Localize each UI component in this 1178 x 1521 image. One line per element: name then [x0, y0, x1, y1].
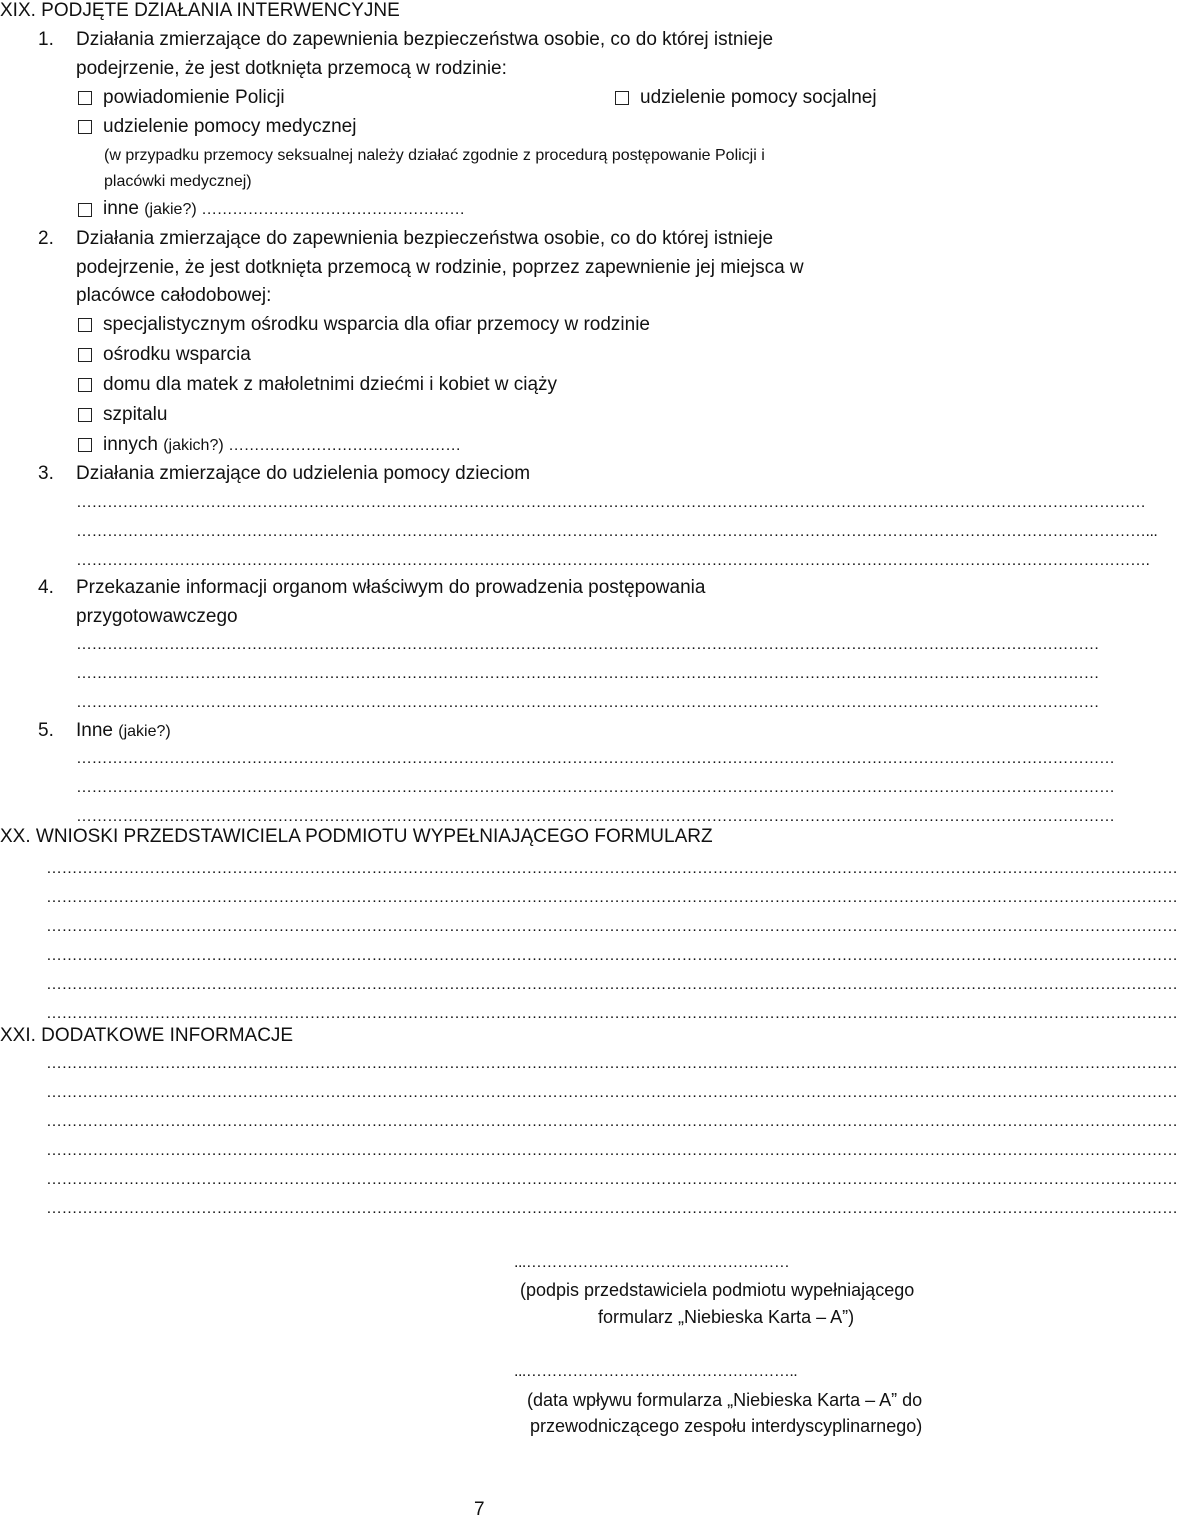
item3-fill-line[interactable]: ………………………………………………………………………………………………………………………………………………………………………………………. [76, 552, 1150, 569]
item1-note-line1: (w przypadku przemocy seksualnej należy działać zgodnie z procedurą postępowanie Policji i [104, 147, 765, 164]
xx-fill-line[interactable]: ………………………………………………………………………………………………………………………………………………………………………………………………… [46, 889, 1178, 906]
xxi-fill-line[interactable]: ………………………………………………………………………………………………………………………………………………………………………………………………… [46, 1055, 1178, 1072]
item3-fill-line[interactable]: ……………………………………………………………………………………………………………………………………………………………………………………… [76, 494, 1146, 511]
item4-fill-line[interactable]: ……………………………………………………………………………………………………………………………………………………………………………… [76, 694, 1099, 711]
item5-hint: (jakie?) [118, 723, 171, 740]
hospital-checkbox[interactable] [78, 408, 92, 422]
police-checkbox[interactable] [78, 91, 92, 105]
receipt-date-caption-line2: przewodniczącego zespołu interdyscyplinarnego) [530, 1416, 923, 1436]
other-label: inne [103, 198, 145, 219]
item1-text-line2: podejrzenie, że jest dotknięta przemocą w rodzinie: [76, 58, 507, 79]
xx-fill-line[interactable]: ………………………………………………………………………………………………………………………………………………………………………………………………… [46, 947, 1178, 964]
xxi-fill-line[interactable]: ………………………………………………………………………………………………………………………………………………………………………………………………… [46, 1084, 1178, 1101]
xxi-fill-line[interactable]: ………………………………………………………………………………………………………………………………………………………………………………………………… [46, 1142, 1178, 1159]
medical-help-checkbox[interactable] [78, 120, 92, 134]
support-center-checkbox[interactable] [78, 348, 92, 362]
xxi-fill-line[interactable]: ………………………………………………………………………………………………………………………………………………………………………………………………… [46, 1113, 1178, 1130]
item4-fill-line[interactable]: ……………………………………………………………………………………………………………………………………………………………………………… [76, 665, 1099, 682]
item4-text-line2: przygotowawczego [76, 606, 238, 627]
receipt-date-caption-line1: (data wpływu formularza „Niebieska Karta – A” do [527, 1390, 923, 1410]
item5-fill-line[interactable]: ………………………………………………………………………………………………………………………………………………………………………………… [76, 808, 1115, 825]
other-row [103, 198, 465, 220]
xx-fill-line[interactable]: ………………………………………………………………………………………………………………………………………………………………………………………………… [46, 1005, 1178, 1022]
section-xix-title: XIX. PODJĘTE DZIAŁANIA INTERWENCYJNE [0, 0, 400, 21]
other-places-hint: (jakich?) [163, 437, 229, 454]
item5-fill-line[interactable]: ………………………………………………………………………………………………………………………………………………………………………………… [76, 779, 1115, 796]
section-xx-title: XX. WNIOSKI PRZEDSTAWICIELA PODMIOTU WYPEŁNIAJĄCEGO FORMULARZ [0, 826, 713, 847]
xxi-fill-line[interactable]: ………………………………………………………………………………………………………………………………………………………………………………………………… [46, 1200, 1178, 1217]
hospital-label: szpitalu [103, 404, 168, 425]
xx-fill-line[interactable]: ………………………………………………………………………………………………………………………………………………………………………………………………… [46, 918, 1178, 935]
item3-text: Działania zmierzające do udzielenia pomocy dzieciom [76, 463, 531, 484]
signature-fill-line[interactable]: ...…………………………………………… [514, 1254, 790, 1271]
xxi-fill-line[interactable]: ………………………………………………………………………………………………………………………………………………………………………………………………… [46, 1171, 1178, 1188]
signature-caption-line1: (podpis przedstawiciela podmiotu wypełniającego [520, 1280, 915, 1300]
other-places-checkbox[interactable] [78, 438, 92, 452]
mothers-home-label: domu dla matek z małoletnimi dziećmi i kobiet w ciąży [103, 374, 558, 395]
item5-number: 5. [38, 720, 54, 741]
item1-number: 1. [38, 29, 54, 50]
signature-caption-line2: formularz „Niebieska Karta – A”) [598, 1307, 855, 1327]
item2-text-line3: placówce całodobowej: [76, 285, 272, 306]
other-checkbox[interactable] [78, 203, 92, 217]
item5-fill-line[interactable]: ………………………………………………………………………………………………………………………………………………………………………………… [76, 750, 1115, 767]
item5-row [76, 720, 171, 742]
item3-number: 3. [38, 463, 54, 484]
item2-text-line1: Działania zmierzające do zapewnienia bezpieczeństwa osobie, co do której istnieje [76, 228, 774, 249]
section-xxi-title: XXI. DODATKOWE INFORMACJE [0, 1025, 294, 1046]
item1-text-line1: Działania zmierzające do zapewnienia bezpieczeństwa osobie, co do której istnieje [76, 29, 774, 50]
other-places-label: innych [103, 434, 164, 455]
specialist-center-checkbox[interactable] [78, 318, 92, 332]
receipt-date-fill-line[interactable]: ...…………………………………………….. [514, 1363, 798, 1380]
social-help-label: udzielenie pomocy socjalnej [640, 87, 877, 108]
page-number: 7 [474, 1499, 485, 1520]
xx-fill-line[interactable]: ………………………………………………………………………………………………………………………………………………………………………………………………… [46, 860, 1178, 877]
item5-label: Inne [76, 720, 119, 741]
item1-note-line2: placówki medycznej) [104, 173, 252, 190]
specialist-center-label: specjalistycznym ośrodku wsparcia dla ofiar przemocy w rodzinie [103, 314, 650, 335]
item3-fill-line[interactable]: ………………………………………………………………………………………………………………………………………………………………………………………... [76, 523, 1158, 540]
item4-fill-line[interactable]: ……………………………………………………………………………………………………………………………………………………………………………… [76, 636, 1099, 653]
item4-text-line1: Przekazanie informacji organom właściwym do prowadzenia postępowania [76, 577, 706, 598]
medical-help-label: udzielenie pomocy medycznej [103, 116, 357, 137]
item2-number: 2. [38, 228, 54, 249]
other-places-fill-line[interactable]: ……………………………………… [228, 437, 461, 454]
mothers-home-checkbox[interactable] [78, 378, 92, 392]
other-hint: (jakie?) [144, 201, 202, 218]
xx-fill-line[interactable]: ………………………………………………………………………………………………………………………………………………………………………………………………… [46, 976, 1178, 993]
item4-number: 4. [38, 577, 54, 598]
item2-text-line2: podejrzenie, że jest dotknięta przemocą w rodzinie, poprzez zapewnienie jej miejsca w [76, 257, 804, 278]
other-fill-line[interactable]: …………………………………………… [201, 201, 465, 218]
support-center-label: ośrodku wsparcia [103, 344, 251, 365]
police-label: powiadomienie Policji [103, 87, 285, 108]
social-help-checkbox[interactable] [615, 91, 629, 105]
other-places-row [103, 434, 461, 456]
